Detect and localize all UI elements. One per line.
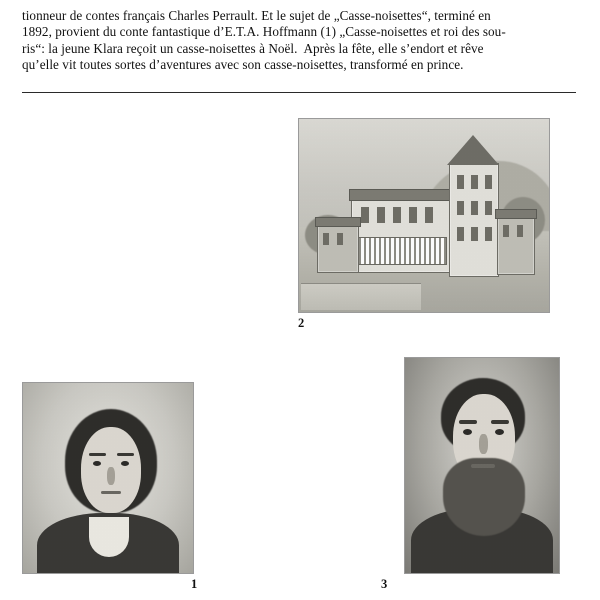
building-left-roof xyxy=(315,217,361,227)
building-window xyxy=(425,207,433,223)
text-line-3: ris“: la jeune Klara reçoit un casse-noisettes à Noël. Après la fête, elle s’endort et rêve xyxy=(22,40,484,56)
figure-1 xyxy=(22,382,198,591)
building-right-roof xyxy=(495,209,537,219)
tower-window xyxy=(457,175,464,189)
figure-2-image xyxy=(298,118,550,313)
portrait-mouth xyxy=(471,464,495,468)
text-line-1: tionneur de contes français Charles Perrault. Et le sujet de „Casse-noisettes“, terminé en xyxy=(22,8,491,23)
tower-window xyxy=(485,175,492,189)
text-line-4: qu’elle vit toutes sortes d’aventures avec son casse-noisettes, transformé en prince. xyxy=(22,57,464,73)
tower-window xyxy=(457,227,464,241)
portrait-nose xyxy=(479,434,488,454)
building-colonnade xyxy=(355,237,447,265)
figure-2 xyxy=(298,118,550,330)
figure-1-image xyxy=(22,382,194,574)
tower-window xyxy=(485,227,492,241)
building-window xyxy=(323,233,329,245)
portrait-eye xyxy=(495,429,504,435)
building-window xyxy=(393,207,401,223)
building-main-roof xyxy=(349,189,453,201)
building-window xyxy=(503,225,509,237)
building-window xyxy=(361,207,369,223)
figure-3 xyxy=(381,357,560,591)
text-line-2: 1892, provient du conte fantastique d’E.T.A. Hoffmann (1) „Casse-noisettes et roi des sou- xyxy=(22,24,506,40)
tower-roof-icon xyxy=(447,135,499,165)
portrait-brow xyxy=(89,453,106,456)
figure-2-caption: 2 xyxy=(298,316,305,330)
portrait-mouth xyxy=(101,491,121,494)
horizontal-rule xyxy=(22,92,576,93)
portrait-nose xyxy=(107,467,115,485)
building-right-wing xyxy=(497,215,535,275)
portrait-brow xyxy=(117,453,134,456)
building-window xyxy=(377,207,385,223)
portrait-eye xyxy=(121,461,129,466)
building-window xyxy=(517,225,523,237)
water-foreground xyxy=(301,283,421,310)
body-text xyxy=(22,8,578,74)
portrait-beard xyxy=(443,458,525,536)
figure-1-caption: 1 xyxy=(191,577,198,591)
tower-window xyxy=(471,175,478,189)
portrait-eye xyxy=(93,461,101,466)
building-window xyxy=(409,207,417,223)
figure-3-caption: 3 xyxy=(381,577,388,591)
tower-window xyxy=(485,201,492,215)
tower-window xyxy=(457,201,464,215)
portrait-eye xyxy=(463,429,472,435)
portrait-brow xyxy=(491,420,509,424)
building-window xyxy=(337,233,343,245)
portrait-cravat xyxy=(89,517,129,557)
building-left-wing xyxy=(317,223,359,273)
tower-window xyxy=(471,227,478,241)
tower-window xyxy=(471,201,478,215)
figure-3-image xyxy=(404,357,560,574)
portrait-brow xyxy=(459,420,477,424)
